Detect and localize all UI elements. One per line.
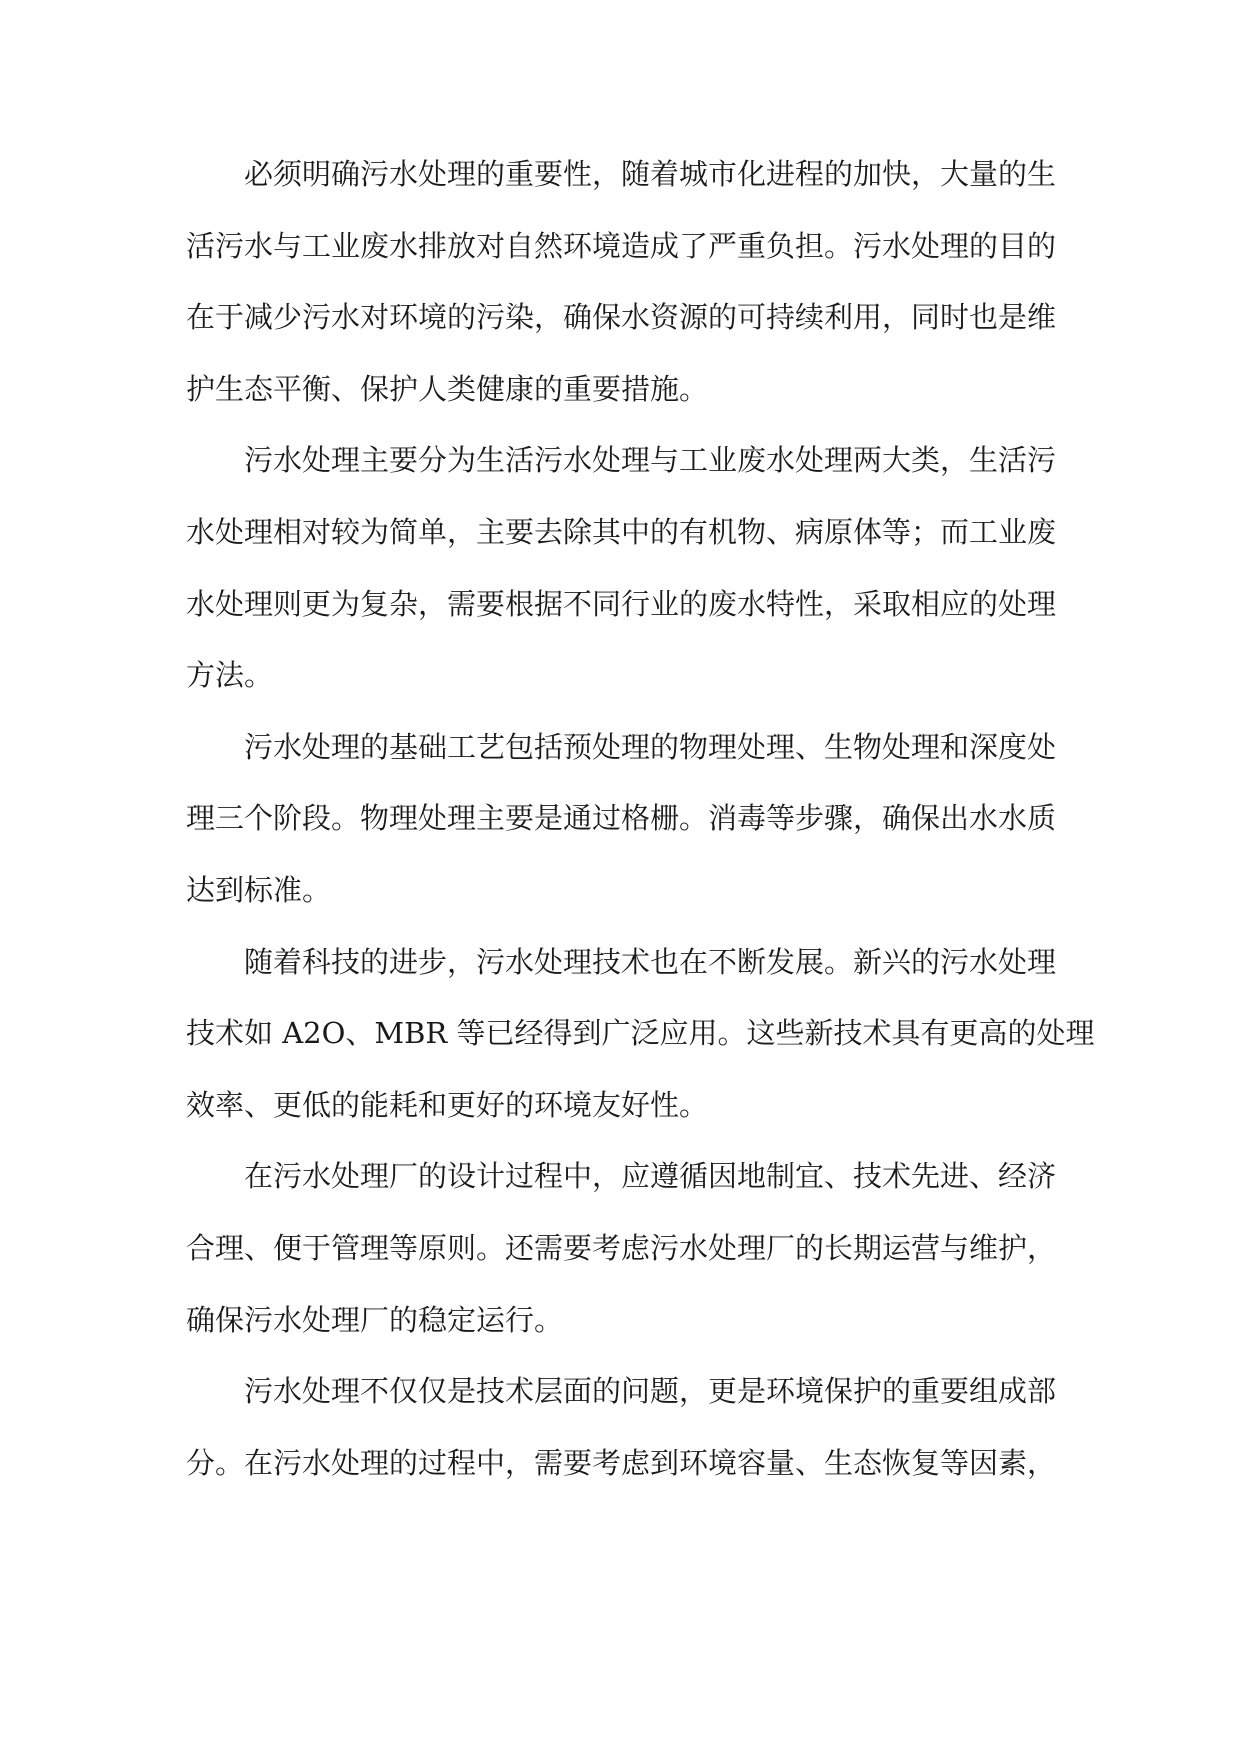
- paragraph-3: [186, 712, 1056, 927]
- paragraph-4: [186, 927, 1095, 1142]
- text-line: 水处理相对较为简单，主要去除其中的有机物、病原体等；而工业废: [186, 514, 1057, 549]
- paragraph-2: [186, 425, 1056, 711]
- text-line: 活污水与工业废水排放对自然环境造成了严重负担。污水处理的目的: [186, 228, 1057, 263]
- text-line: 污水处理不仅仅是技术层面的问题，更是环境保护的重要组成部: [244, 1374, 1057, 1409]
- paragraph-1: [186, 139, 1056, 425]
- text-line: 确保污水处理厂的稳定运行。: [186, 1302, 564, 1337]
- text-line: 方法。: [186, 658, 274, 693]
- text-line: 污水处理的基础工艺包括预处理的物理处理、生物处理和深度处: [244, 729, 1057, 764]
- text-line: 必须明确污水处理的重要性，随着城市化进程的加快，大量的生: [244, 157, 1057, 191]
- paragraph-5: [186, 1141, 1056, 1356]
- text-line: 分。在污水处理的过程中，需要考虑到环境容量、生态恢复等因素，: [186, 1445, 1057, 1480]
- text-line: 效率、更低的能耗和更好的环境友好性。: [186, 1087, 709, 1122]
- text-line: 达到标准。: [186, 872, 332, 907]
- text-line: 在于减少污水对环境的污染，确保水资源的可持续利用，同时也是维: [186, 300, 1057, 335]
- text-line: 污水处理主要分为生活污水处理与工业废水处理两大类，生活污: [244, 443, 1057, 478]
- paragraph-6: [186, 1356, 1056, 1499]
- text-line: 技术如 A2O、MBR 等已经得到广泛应用。这些新技术具有更高的处理: [186, 1016, 1095, 1051]
- text-line: 合理、便于管理等原则。还需要考虑污水处理厂的长期运营与维护，: [186, 1230, 1057, 1265]
- text-line: 护生态平衡、保护人类健康的重要措施。: [186, 371, 709, 406]
- text-line: 理三个阶段。物理处理主要是通过格栅。消毒等步骤，确保出水水质: [186, 801, 1057, 836]
- text-line: 水处理则更为复杂，需要根据不同行业的废水特性，采取相应的处理: [186, 586, 1057, 621]
- document-body: [186, 139, 1095, 1499]
- text-line: 随着科技的进步，污水处理技术也在不断发展。新兴的污水处理: [244, 944, 1057, 979]
- text-line: 在污水处理厂的设计过程中，应遵循因地制宜、技术先进、经济: [244, 1159, 1057, 1194]
